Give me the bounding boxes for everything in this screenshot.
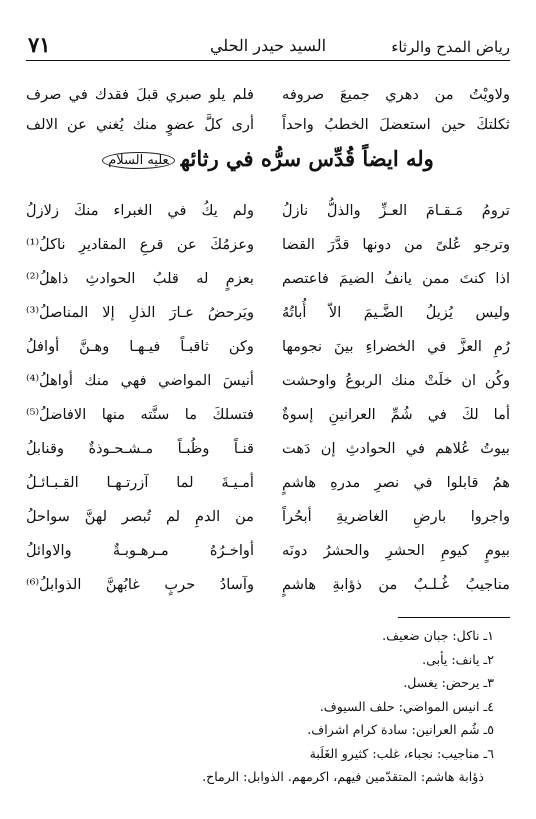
verse-line (26, 228, 510, 262)
footnote: ١ـ ناكل: جبان ضعيف. (382, 628, 494, 643)
first-hemistich: وكُن ان خلَتْ منك الربوعُ واوحشت (282, 372, 510, 389)
first-hemistich: رُمِ العزَّ في الخضراءِ بينَ نجومها (282, 338, 510, 355)
second-hemistich: وكن ثاقبـاً فيـهـا وهـنَّ أوافلُ (26, 338, 254, 355)
verse-line (26, 432, 510, 466)
first-hemistich: بيوتُ عُلاهم في الحوادثِ إن دَهت (282, 440, 510, 457)
first-hemistich: بيومٍ كيومِ الحشرِ والحشرُ دونَه (282, 542, 510, 559)
footnote: ٢ـ يانف: يأبى. (422, 651, 494, 667)
verse-line (26, 194, 510, 228)
verse-line (26, 110, 510, 140)
book-title: رياض المدح والرثاء (391, 38, 510, 56)
verse-line (26, 262, 510, 296)
page-number: ٧١ (28, 32, 51, 57)
first-hemistich: ترومُ مَـقـامَ العـزِّ والذلُّ نازلُ (282, 202, 510, 219)
verse-line (26, 534, 510, 568)
second-hemistich: أرى كلَّ عضوٍ منك يُغني عن الالف (26, 116, 254, 133)
verse-line (26, 568, 510, 602)
second-hemistich: ويَرحضُ عـارَ الذلِ إلا المناصلُ⁽³⁾ (26, 304, 254, 321)
second-hemistich: قنـاً وظُبـاً مـشـحـوذةٌ وقنابلُ (26, 440, 254, 457)
first-hemistich: واجروا بارضِ الغاضريةِ أبحُراً (282, 508, 510, 525)
first-hemistich: مناجيبُ غُـلـبٌ من ذؤابةِ هاشمٍ (282, 576, 510, 593)
second-hemistich: ولم يكُ في الغبراء منكَ زلازلُ (26, 202, 254, 219)
first-hemistich: ثكلتكَ حين استعضلَ الخطبُ واحداً (282, 116, 510, 133)
poem-heading (26, 146, 510, 171)
first-hemistich: وليس يُزيلُ الضَّـيمَ الاّ أُباتُهُ (282, 304, 510, 321)
verse-line (26, 364, 510, 398)
footnote-separator (398, 617, 510, 618)
second-hemistich: فتسلكَ ما سنَّته منها الافاضلُ⁽⁵⁾ (26, 406, 254, 423)
poem-heading-text: وله ايضاً قُدِّس سرُّه في رثائه (180, 146, 434, 171)
second-hemistich: أواخـرُهُ مـرهـوبـةٌ والاوائلُ (26, 542, 254, 559)
footnote: ٤ـ انيس المواضي: حلف السيوف. (319, 698, 494, 714)
first-hemistich: ولاويْتُ من دهري جميعَ صروفه (282, 86, 510, 103)
footnote: ٣ـ يرحض: يغسل. (403, 675, 494, 690)
first-hemistich: همُ قابلوا في نصرِ مدرهِ هاشمٍ (282, 474, 510, 491)
poem-verses (26, 194, 510, 602)
second-hemistich: من الدمِ لم تُبصر لهنَّ سواحلُ (26, 508, 254, 525)
footnote: ٦ـ مناجيب: نجباء، غلب: كثيرو الغَلَبة (309, 745, 494, 761)
footnote-continuation: ذؤابة هاشم: المتقدّمين فيهم، اكرمهم. الذوابل: الرماح. (202, 769, 484, 784)
verse-line (26, 296, 510, 330)
first-hemistich: اذا كنتَ ممن يانفُ الضيمَ فاعتصم (282, 270, 510, 287)
second-hemistich: أنيسَ المواضي فهي منك أواهلُ⁽⁴⁾ (26, 372, 254, 389)
second-hemistich: بعزمٍ له قلبُ الحوادثِ ذاهلُ⁽²⁾ (26, 270, 254, 287)
footnote: ٥ـ شُم العرانين: سادة كرام اشراف. (307, 722, 494, 737)
verses-continued (26, 80, 510, 140)
verse-line (26, 500, 510, 534)
verse-line (26, 398, 510, 432)
first-hemistich: أما لكَ في شُمِّ العرانينِ إسوةٌ (282, 406, 510, 423)
second-hemistich: وآسادُ حربٍ غابُهنَّ الذوابلُ⁽⁶⁾ (26, 576, 254, 593)
footnotes (26, 624, 510, 789)
author-name: السيد حيدر الحلي (209, 36, 327, 55)
first-hemistich: وترجو عُلىً من دونها قدَّرَ القضا (282, 236, 510, 253)
second-hemistich: أمـيـةَ لما آزرتـهـا القـبـائـلُ (26, 474, 254, 491)
verse-line (26, 80, 510, 110)
verse-line (26, 330, 510, 364)
honorific-symbol: عليه السلام (102, 152, 175, 169)
verse-line (26, 466, 510, 500)
second-hemistich: وعزمُكَ عن قرعِ المقاديرِ ناكلُ⁽¹⁾ (26, 236, 254, 253)
running-header (26, 30, 510, 61)
second-hemistich: فلم يلو صبري قبلَ فقدك في صرف (26, 86, 254, 103)
